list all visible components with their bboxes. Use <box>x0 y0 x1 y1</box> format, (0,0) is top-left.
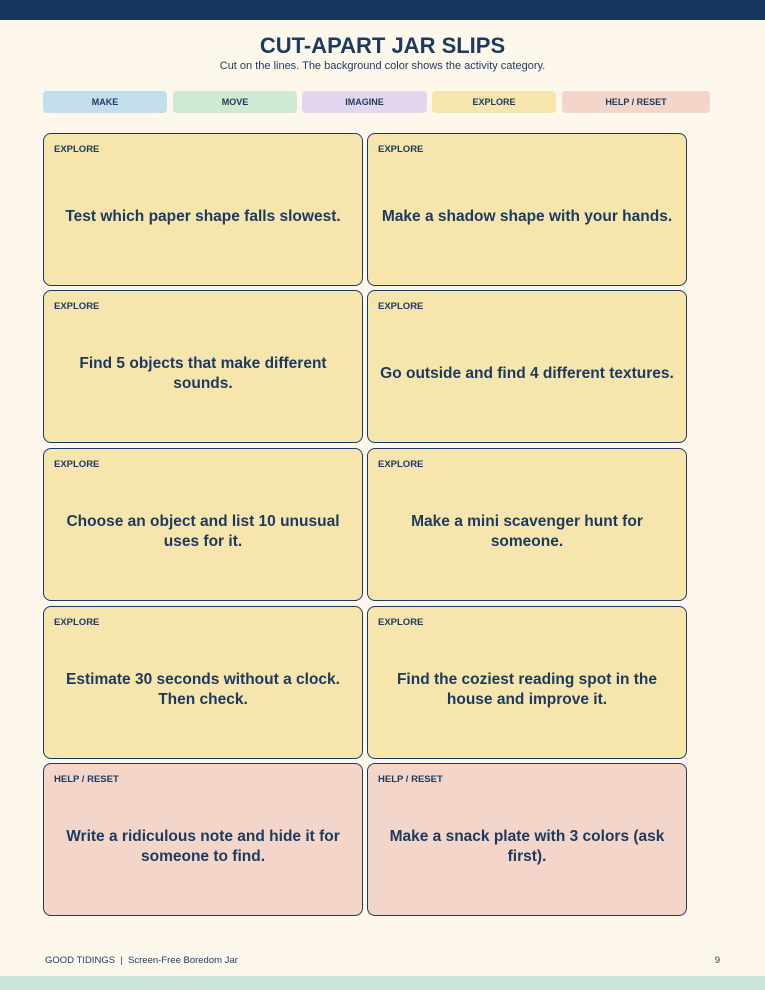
top-bar <box>0 0 765 20</box>
card-activity-text: Choose an object and list 10 unusual uses for it. <box>66 512 340 550</box>
jar-slip-card <box>367 133 687 286</box>
card-activity-text: Find the coziest reading spot in the house and improve it. <box>396 670 658 708</box>
jar-slip-card <box>43 606 363 759</box>
page-subtitle: Cut on the lines. The background color shows the activity category. <box>219 60 546 72</box>
card-category: EXPLORE <box>54 301 100 312</box>
jar-slip-card <box>367 448 687 601</box>
card-category: HELP / RESET <box>54 774 119 785</box>
jar-slip-card <box>43 763 363 916</box>
card-category: EXPLORE <box>378 144 424 155</box>
jar-slip-card <box>43 290 363 443</box>
legend-pill-explore: EXPLORE <box>432 91 556 113</box>
card-activity-text: Go outside and find 4 different textures. <box>380 364 674 382</box>
card-category: EXPLORE <box>378 301 424 312</box>
card-activity-text: Make a shadow shape with your hands. <box>381 207 673 225</box>
card-category: EXPLORE <box>54 144 100 155</box>
card-activity-text: Find 5 objects that make different sounds. <box>79 354 327 392</box>
category-legend <box>0 91 765 113</box>
jar-slip-card <box>43 448 363 601</box>
card-activity-text: Make a mini scavenger hunt for someone. <box>411 512 643 550</box>
card-activity-text: Estimate 30 seconds without a clock. Then check. <box>66 670 340 708</box>
page-title: CUT-APART JAR SLIPS <box>259 33 506 58</box>
card-category: EXPLORE <box>378 617 424 628</box>
card-activity-text: Make a snack plate with 3 colors (ask first). <box>389 827 665 865</box>
card-activity-text: Test which paper shape falls slowest. <box>65 207 341 225</box>
card-category: EXPLORE <box>54 617 100 628</box>
card-category: EXPLORE <box>54 459 100 470</box>
card-category: HELP / RESET <box>378 774 443 785</box>
jar-slip-card <box>367 290 687 443</box>
legend-pill-imagine: IMAGINE <box>302 91 427 113</box>
jar-slip-card <box>43 133 363 286</box>
bottom-bar <box>0 976 765 990</box>
legend-pill-make: MAKE <box>43 91 167 113</box>
footer-brand: GOOD TIDINGS | Screen-Free Boredom Jar <box>45 955 238 966</box>
card-activity-text: Write a ridiculous note and hide it for someone to find. <box>66 827 340 865</box>
legend-pill-move: MOVE <box>173 91 297 113</box>
jar-slip-card <box>367 763 687 916</box>
page-number: 9 <box>714 955 720 966</box>
legend-pill-help-reset: HELP / RESET <box>562 91 710 113</box>
card-category: EXPLORE <box>378 459 424 470</box>
jar-slip-card <box>367 606 687 759</box>
